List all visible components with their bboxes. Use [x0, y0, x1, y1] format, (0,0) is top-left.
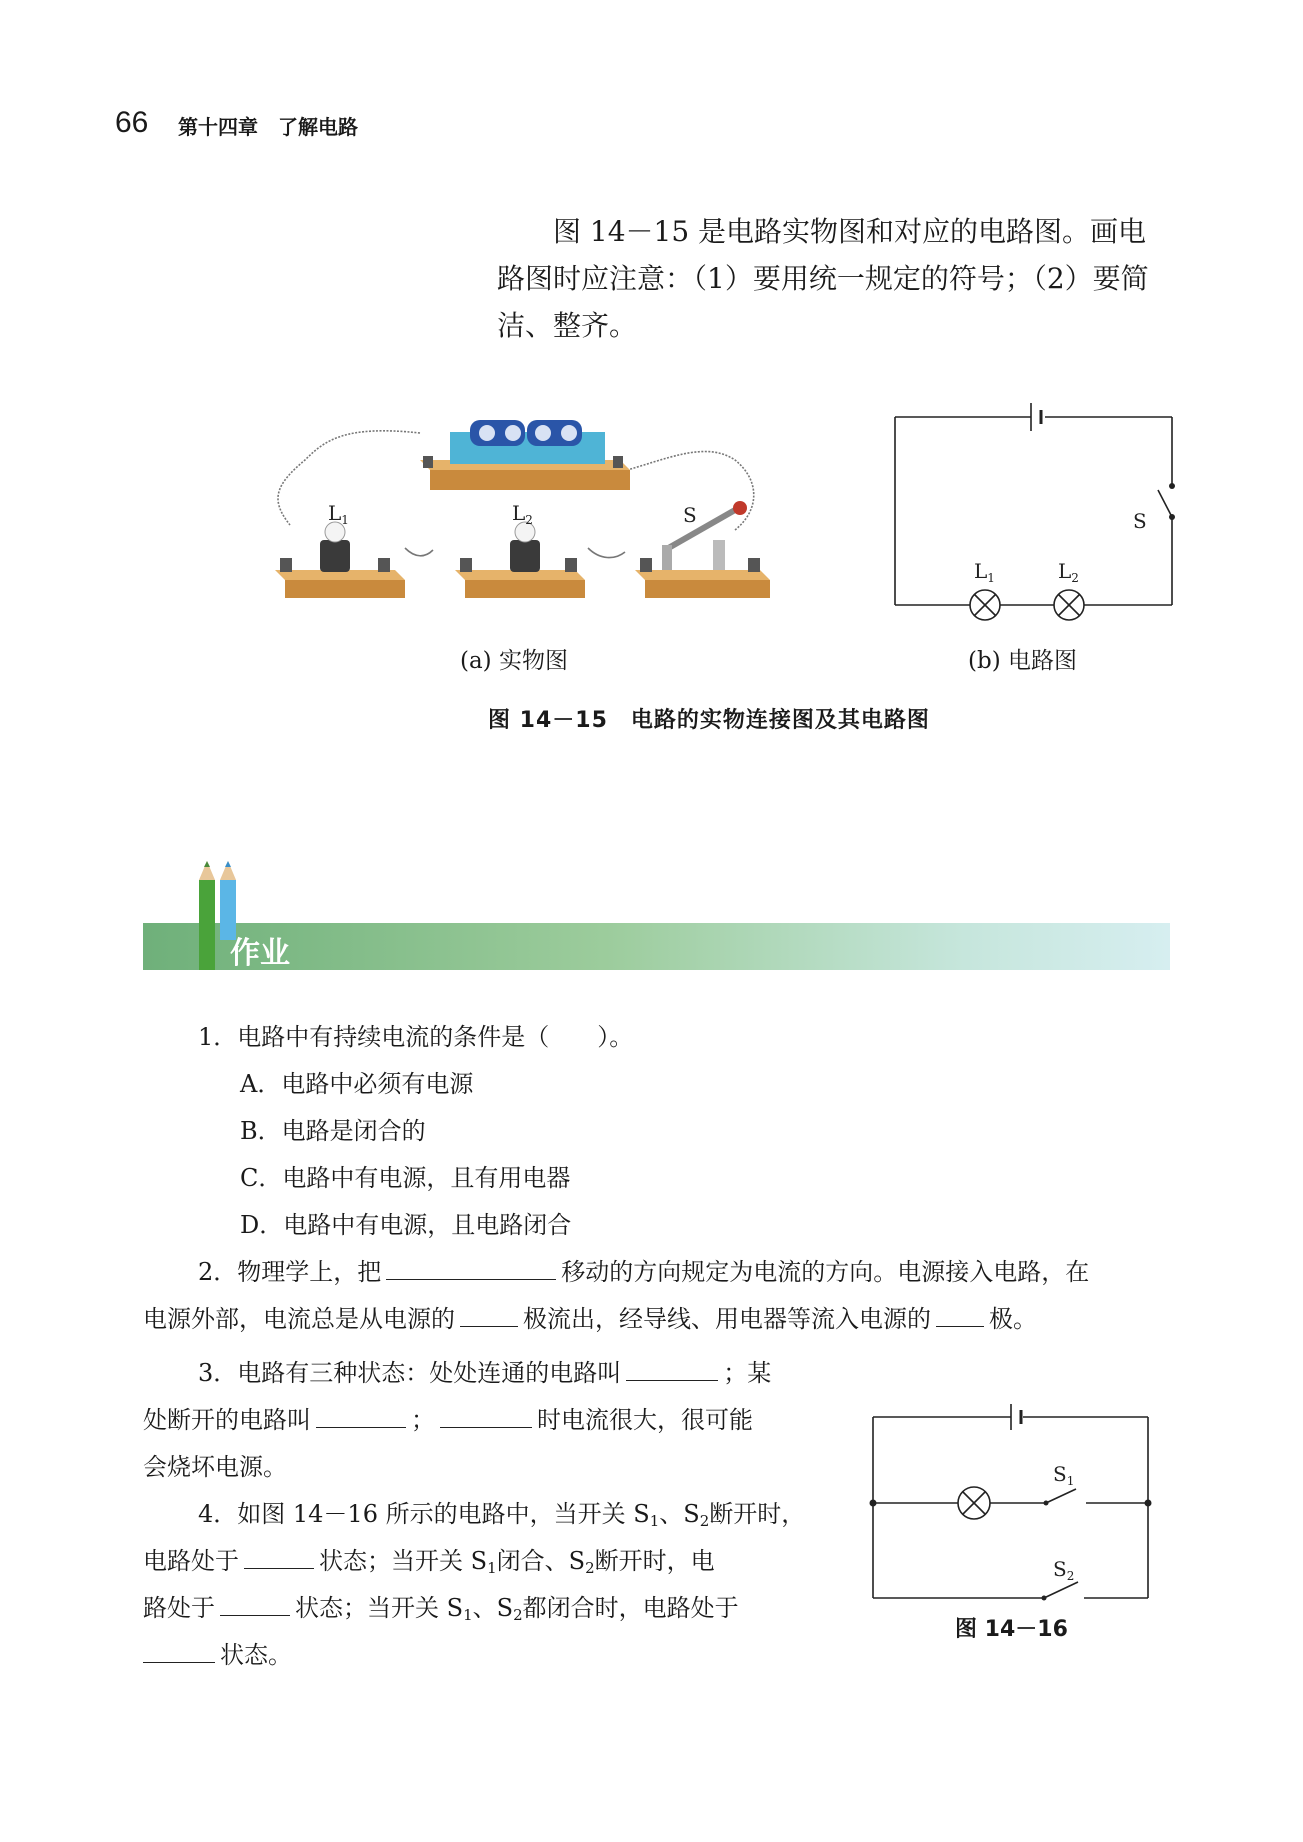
schem-label-l1: $L_1$ [974, 559, 995, 585]
answer-blank[interactable] [220, 1614, 290, 1616]
homework-banner [143, 923, 1170, 970]
answer-blank[interactable] [936, 1325, 984, 1327]
fig16-label-s1: $S_1$ [1053, 1462, 1075, 1488]
real-label-l2: $L_2$ [512, 501, 533, 527]
answer-blank[interactable] [386, 1278, 556, 1280]
figure-caption: 图 14－15 电路的实物连接图及其电路图 [488, 708, 930, 733]
figure-14-16-schematic [868, 1392, 1168, 1612]
q3-line3: 会烧坏电源。 [143, 1453, 287, 1481]
q3-line1: 3．电路有三种状态：处处连通的电路叫 ；某 [198, 1359, 772, 1387]
wire [588, 548, 625, 558]
real-circuit-illustration [265, 400, 800, 625]
q4-line1: 4．如图 14－16 所示的电路中，当开关 $S_1$、$S_2$断开时， [198, 1500, 806, 1530]
wire [405, 548, 433, 556]
schem-label-s: S [1133, 509, 1147, 533]
q2-line2: 电源外部，电流总是从电源的 极流出，经导线、用电器等流入电源的 极。 [143, 1305, 1037, 1333]
q1-option-d: D．电路中有电源，且电路闭合 [240, 1211, 572, 1239]
q2-line1: 2．物理学上，把 移动的方向规定为电流的方向。电源接入电路，在 [198, 1258, 1090, 1286]
homework-title: 作业 [230, 936, 290, 971]
wire [278, 431, 420, 525]
page-number: 66 [115, 106, 149, 139]
switch-blade [1158, 490, 1172, 517]
answer-blank[interactable] [626, 1379, 718, 1381]
q4-line3: 路处于 状态；当开关 $S_1$、$S_2$都闭合时，电路处于 [143, 1594, 739, 1624]
lamp-l2-base [455, 522, 585, 598]
figure-14-16-caption: 图 14－16 [955, 1617, 1068, 1642]
answer-blank[interactable] [143, 1661, 215, 1663]
q4-line2: 电路处于 状态；当开关 $S_1$闭合、$S_2$断开时，电 [143, 1547, 715, 1577]
schem-label-l2: $L_2$ [1058, 559, 1079, 585]
lamp-l1-base [275, 522, 405, 598]
q1-option-b: B．电路是闭合的 [240, 1117, 426, 1145]
caption-a: (a) 实物图 [460, 648, 568, 674]
answer-blank[interactable] [440, 1426, 532, 1428]
q1-option-c: C．电路中有电源，且有用电器 [240, 1164, 571, 1192]
q1-stem: 1．电路中有持续电流的条件是（ ）。 [198, 1023, 634, 1051]
intro-paragraph: 图 14－15 是电路实物图和对应的电路图。画电路图时应注意：（1）要用统一规定的符号；（2）要简洁、整齐。 [497, 215, 1149, 342]
q4-line4: 状态。 [143, 1632, 292, 1679]
chapter-title: 第十四章 了解电路 [178, 115, 358, 139]
real-label-s: S [683, 503, 697, 527]
caption-b: (b) 电路图 [968, 648, 1077, 674]
q3-line2: 处断开的电路叫 ； 时电流很大，很可能 [143, 1406, 753, 1434]
battery-holder [420, 420, 630, 490]
switch-s1-blade [1046, 1489, 1076, 1503]
switch-base [635, 501, 770, 598]
fig16-label-s2: $S_2$ [1053, 1557, 1075, 1583]
real-label-l1: $L_1$ [328, 501, 349, 527]
circuit-schematic [885, 400, 1185, 625]
answer-blank[interactable] [316, 1426, 406, 1428]
answer-blank[interactable] [244, 1567, 314, 1569]
answer-blank[interactable] [460, 1325, 518, 1327]
q1-option-a: A．电路中必须有电源 [240, 1070, 474, 1098]
switch-s2-blade [1044, 1582, 1078, 1598]
